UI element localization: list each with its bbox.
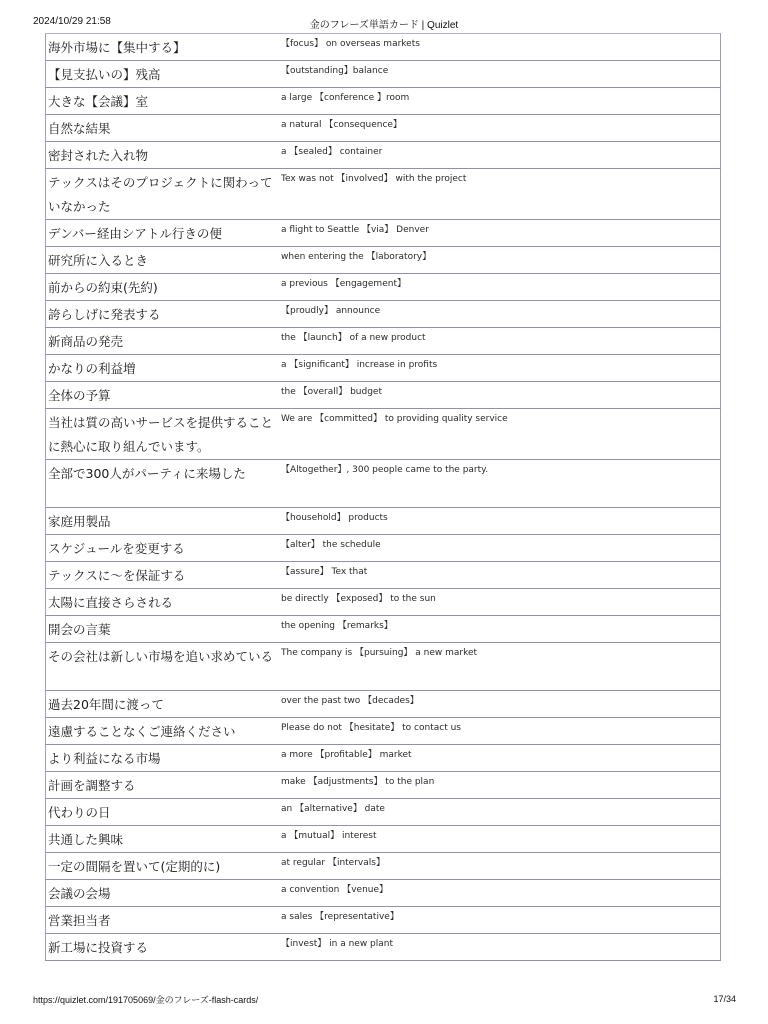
card-term: 遠慮することなくご連絡ください [46, 718, 276, 745]
card-definition: 【outstanding】balance [275, 61, 721, 88]
card-row [46, 718, 721, 745]
card-row [46, 745, 721, 772]
card-row [46, 934, 721, 961]
card-definition: a 【significant】 increase in profits [275, 355, 721, 382]
card-term: 海外市場に【集中する】 [46, 34, 276, 61]
card-term: 一定の間隔を置いて(定期的に) [46, 853, 276, 880]
card-term: テックスはそのプロジェクトに関わっていなかった [46, 169, 276, 220]
card-term: 全体の予算 [46, 382, 276, 409]
card-row [46, 691, 721, 718]
card-row [46, 643, 721, 691]
card-term: 計画を調整する [46, 772, 276, 799]
card-term: 新商品の発売 [46, 328, 276, 355]
card-term: デンバー経由シアトル行きの便 [46, 220, 276, 247]
card-definition: a 【sealed】 container [275, 142, 721, 169]
card-row [46, 535, 721, 562]
card-term: 開会の言葉 [46, 616, 276, 643]
card-term: 誇らしげに発表する [46, 301, 276, 328]
card-definition: a natural 【consequence】 [275, 115, 721, 142]
card-term: テックスに～を保証する [46, 562, 276, 589]
card-term: 前からの約束(先約) [46, 274, 276, 301]
card-term: 新工場に投資する [46, 934, 276, 961]
card-term: 研究所に入るとき [46, 247, 276, 274]
card-term: 営業担当者 [46, 907, 276, 934]
card-row [46, 382, 721, 409]
card-row [46, 907, 721, 934]
card-term: 会議の会場 [46, 880, 276, 907]
card-definition: make 【adjustments】 to the plan [275, 772, 721, 799]
card-term: 密封された入れ物 [46, 142, 276, 169]
card-row [46, 460, 721, 508]
card-definition: when entering the 【laboratory】 [275, 247, 721, 274]
card-definition: 【proudly】 announce [275, 301, 721, 328]
card-row [46, 508, 721, 535]
card-term: 共通した興味 [46, 826, 276, 853]
card-row [46, 328, 721, 355]
card-definition: Tex was not 【involved】 with the project [275, 169, 721, 220]
card-definition: 【assure】 Tex that [275, 562, 721, 589]
card-row [46, 772, 721, 799]
card-term: より利益になる市場 [46, 745, 276, 772]
card-row [46, 409, 721, 460]
card-term: 代わりの日 [46, 799, 276, 826]
card-definition: 【alter】 the schedule [275, 535, 721, 562]
card-row [46, 589, 721, 616]
card-definition: at regular 【intervals】 [275, 853, 721, 880]
card-row [46, 220, 721, 247]
card-definition: We are 【committed】 to providing quality service [275, 409, 721, 460]
card-definition: a sales 【representative】 [275, 907, 721, 934]
card-row [46, 355, 721, 382]
card-definition: 【invest】 in a new plant [275, 934, 721, 961]
card-row [46, 88, 721, 115]
flashcard-table [45, 33, 721, 961]
card-term: スケジュールを変更する [46, 535, 276, 562]
card-definition: an 【alternative】 date [275, 799, 721, 826]
card-definition: the 【overall】 budget [275, 382, 721, 409]
card-term: 過去20年間に渡って [46, 691, 276, 718]
card-definition: The company is 【pursuing】 a new market [275, 643, 721, 691]
card-term: 当社は質の高いサービスを提供することに熱心に取り組んでいます。 [46, 409, 276, 460]
card-row [46, 562, 721, 589]
print-footer [0, 993, 768, 1009]
print-datetime: 2024/10/29 21:58 [33, 16, 111, 27]
card-row [46, 247, 721, 274]
card-row [46, 799, 721, 826]
card-definition: 【household】 products [275, 508, 721, 535]
card-definition: 【Altogether】, 300 people came to the party. [275, 460, 721, 508]
card-term: 全部で300人がパーティに来場した [46, 460, 276, 508]
print-header [0, 16, 768, 32]
page-number: 17/34 [713, 994, 736, 1004]
card-row [46, 169, 721, 220]
card-definition: a flight to Seattle 【via】 Denver [275, 220, 721, 247]
card-term: かなりの利益増 [46, 355, 276, 382]
card-row [46, 616, 721, 643]
card-term: 家庭用製品 [46, 508, 276, 535]
card-row [46, 853, 721, 880]
card-row [46, 61, 721, 88]
card-row [46, 880, 721, 907]
card-definition: a 【mutual】 interest [275, 826, 721, 853]
card-definition: be directly 【exposed】 to the sun [275, 589, 721, 616]
page-title: 金のフレーズ単語カード | Quizlet [309, 20, 459, 31]
card-term: その会社は新しい市場を追い求めている [46, 643, 276, 691]
card-definition: a more 【profitable】 market [275, 745, 721, 772]
card-definition: a previous 【engagement】 [275, 274, 721, 301]
card-term: 【見支払いの】残高 [46, 61, 276, 88]
card-row [46, 34, 721, 61]
card-term: 自然な結果 [46, 115, 276, 142]
card-definition: Please do not 【hesitate】 to contact us [275, 718, 721, 745]
card-definition: 【focus】 on overseas markets [275, 34, 721, 61]
card-definition: the 【launch】 of a new product [275, 328, 721, 355]
card-row [46, 826, 721, 853]
card-term: 大きな【会議】室 [46, 88, 276, 115]
card-row [46, 274, 721, 301]
page-url[interactable]: https://quizlet.com/191705069/金のフレーズ-flash-cards/ [33, 995, 259, 1005]
card-row [46, 142, 721, 169]
card-row [46, 301, 721, 328]
card-definition: a large 【conference 】room [275, 88, 721, 115]
card-term: 太陽に直接さらされる [46, 589, 276, 616]
card-definition: over the past two 【decades】 [275, 691, 721, 718]
card-row [46, 115, 721, 142]
card-definition: a convention 【venue】 [275, 880, 721, 907]
card-definition: the opening 【remarks】 [275, 616, 721, 643]
